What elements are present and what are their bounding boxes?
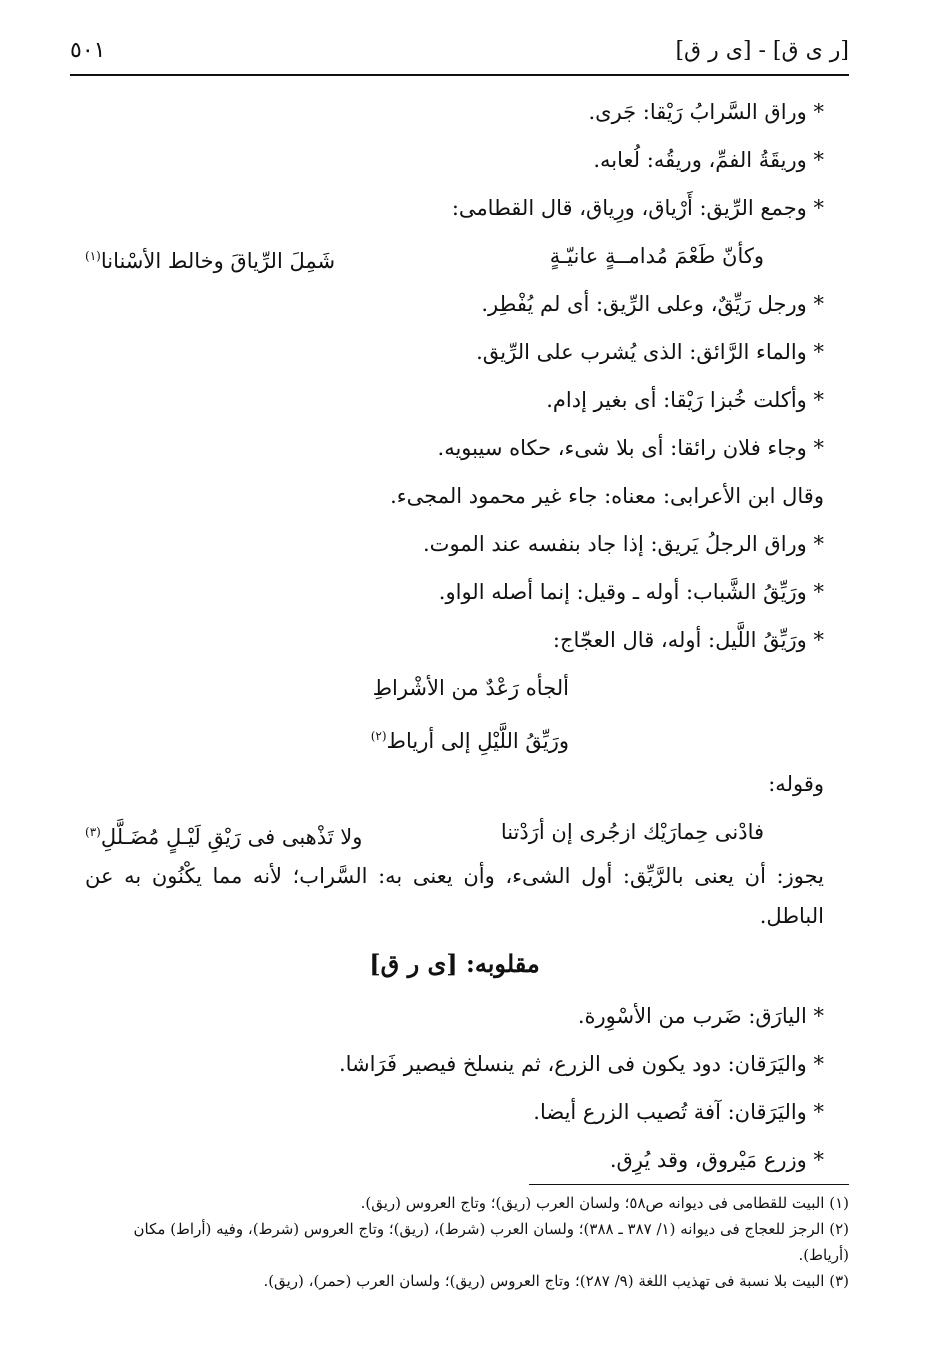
page-number: ٥٠١	[70, 38, 106, 63]
verse-second-text: شَمِلَ الرِّياقَ وخالط الأسْنانا	[100, 249, 336, 273]
verse-qutami	[85, 232, 824, 280]
text-line: * وراق السَّرابُ رَيْقا: جَرى.	[588, 100, 824, 124]
footnote-ref: (٣)	[85, 825, 101, 839]
text-line: * واليَرَقان: دود يكون فى الزرع، ثم ينسلخ فيصير فَرَاشا.	[338, 1052, 824, 1076]
footnote-1: (١) البيت للقطامى فى ديوانه ص٥٨؛ ولسان العرب (ريق)؛ وتاج العروس (ريق).	[360, 1194, 849, 1212]
header-rule	[70, 74, 849, 76]
verse-first-hemistich: فادْنى حِمارَيْك ازجُرى إن أرَدْتنا	[500, 820, 764, 844]
footnote-ref: (٢)	[370, 729, 387, 743]
text-line: * وراق الرجلُ يَريق: إذا جاد بنفسه عند الموت.	[423, 532, 824, 556]
section-title: مقلوبه: [ى ر ق]	[369, 949, 540, 978]
rajaz-line-2	[85, 712, 824, 760]
verse-second-text: ولا تَذْهبى فى رَيْقِ لَيْـلٍ مُضَـلَّلِ	[100, 825, 363, 849]
footnote-3: (٣) البيت بلا نسبة فى تهذيب اللغة (٩/ ٢٨٧)؛ وتاج العروس (ريق)؛ ولسان العرب (حمر)، (ريق).	[263, 1272, 849, 1290]
footnotes	[85, 1190, 849, 1294]
text-line: وقال ابن الأعرابى: معناه: جاء غير محمود المجىء.	[390, 484, 824, 508]
running-title: [ر ى ق] - [ى ر ق]	[675, 38, 849, 63]
text-line: وقوله:	[768, 772, 824, 796]
verse-anonymous	[85, 808, 824, 856]
text-line: * وريقَةُ الفمِّ، وريقُه: لُعابه.	[593, 148, 824, 172]
text-line: * وأكلت خُبزا رَيْقا: أى بغير إدام.	[546, 388, 824, 412]
text-line: * ورَيِّقُ اللَّيل: أوله، قال العجّاج:	[552, 628, 824, 652]
text-line: * اليارَق: ضَرب من الأسْوِرة.	[577, 1004, 824, 1028]
rajaz-line-1: ألجأه رَعْدٌ من الأشْراطِ	[372, 676, 569, 700]
footnote-ref: (١)	[85, 249, 101, 263]
footnote-rule	[529, 1184, 849, 1185]
rajaz-line-2-text: ورَيِّقُ اللَّيْلِ إلى أرياط	[386, 729, 569, 753]
text-line: * واليَرَقان: آفة تُصيب الزرع أيضا.	[533, 1100, 824, 1124]
verse-first-hemistich: وكأنّ طَعْمَ مُدامــةٍ عانيّـةٍ	[549, 244, 764, 268]
paragraph: يجوز: أن يعنى بالرَّيِّق: أول الشىء، وأن يعنى به: السَّراب؛ لأنه مما يكْنُون به عن الباطل.	[85, 864, 824, 928]
main-text	[85, 88, 824, 1184]
text-line: * ورجل رَيِّقٌ، وعلى الرِّيق: أى لم يُفْطِر.	[481, 292, 824, 316]
verse-second-hemistich	[85, 808, 362, 861]
page-header	[70, 38, 849, 72]
text-line: * ورَيِّقُ الشَّباب: أوله ـ وقيل: إنما أصله الواو.	[438, 580, 824, 604]
footnote-2: (٢) الرجز للعجاج فى ديوانه (١/ ٣٨٧ ـ ٣٨٨)؛ ولسان العرب (شرط)، (ريق)؛ وتاج العروس (شرط)، وفيه (أراط) مكان (أرياط).	[133, 1220, 849, 1264]
text-line: * وزرع مَيْروق، وقد يُرِق.	[609, 1148, 824, 1172]
verse-second-hemistich	[85, 232, 335, 285]
text-line: * وجاء فلان رائقا: أى بلا شىء، حكاه سيبويه.	[437, 436, 824, 460]
text-line: * والماء الرَّائق: الذى يُشرب على الرِّيق.	[476, 340, 824, 364]
text-line: * وجمع الرِّيق: أَرْياق، ورِياق، قال القطامى:	[451, 196, 824, 220]
